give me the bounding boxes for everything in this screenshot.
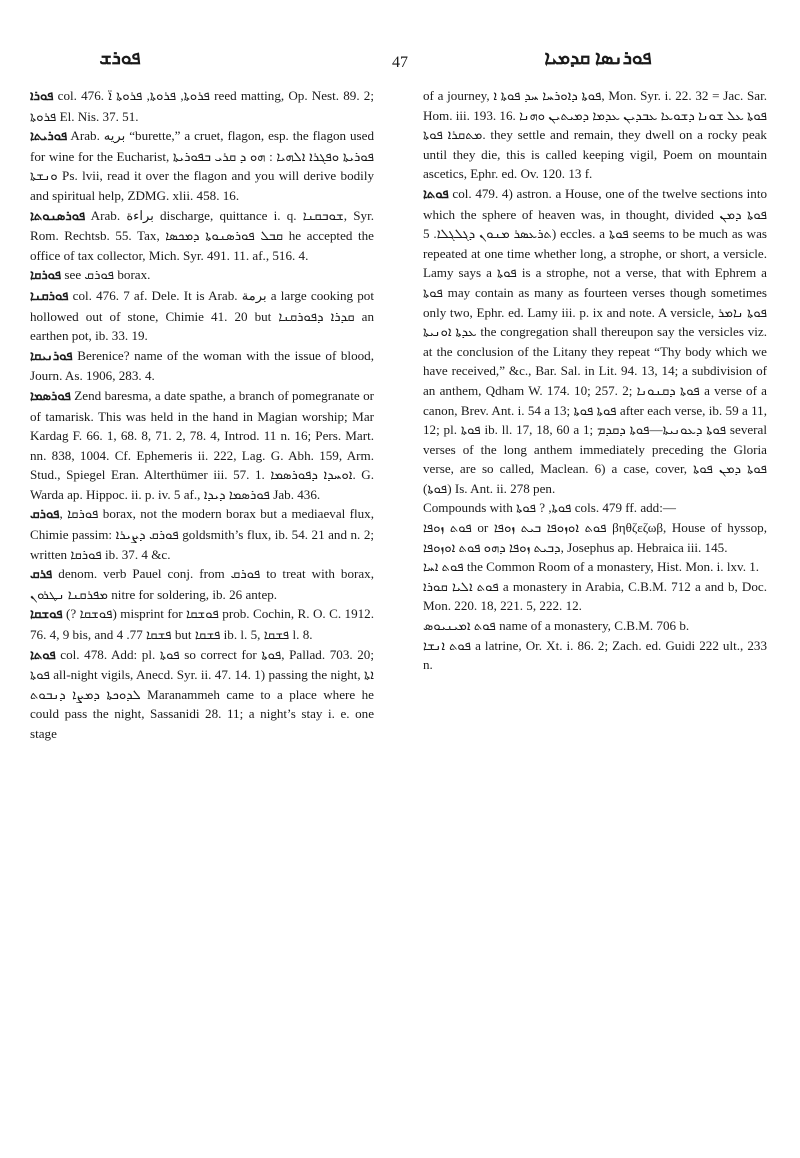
headword: ܦܘܪܩ: [30, 507, 60, 523]
headword: ܦܘܪܣܡܐ: [30, 388, 71, 404]
dictionary-entry: [30, 386, 374, 505]
entry-text: ܦܘܬ ܐܢܫܐ a latrine, Or. Xt. i. 86. 2; Zach. ed. Guidi 222 ult., 233 n.: [423, 637, 767, 673]
entry-text: Berenice? name of the woman with the issue of blood, Journ. As. 1906, 283. 4.: [30, 347, 374, 384]
dictionary-entry: [30, 206, 374, 266]
dictionary-entry: [30, 265, 374, 286]
headword: ܦܘܫܩܐ: [30, 607, 63, 623]
entry-text: col. 476. 7 af. Dele. It is Arab. ‮ﺑﺮﻣﺔ‬ a large cooking pot hollowed out of stone, Chimie 41. 20 but ܩܕܪܐ ܕܦܘܪܩܢܐ an earthen pot, ib. 33. 19.: [30, 287, 374, 344]
dictionary-entry: [30, 286, 374, 346]
entry-text: col. 476. ܦܪܘܬܐ, ܦܪܘܬܐ, ܦܪܘܬܐ ܐ̈ reed matting, Op. Nest. 89. 2; ܦܪܘܬܐ El. Nis. 37. 51.: [30, 88, 374, 124]
headword: ܦܘܪܩܢܐ: [30, 288, 69, 304]
headword: ܦܘܬܐ: [30, 647, 56, 663]
dictionary-entry: [30, 126, 374, 205]
dictionary-entry: [423, 86, 767, 184]
entry-text: Zend baresma, a date spathe, a branch of pomegranate or of tamarisk. This was held in the hand in Magian worship; Mar Kardag F. 66. 1, 68. 8, 71. 2, 78. 4, Introd. 11 n. 16; Pers. Mart. nn. 838, 1004. Cf. Ephemeris ii. 222, Lag. G. Abh. 159, Arm. Stud., Spiegel Eran. Alterthümer iii. 57. 1. ܐܘܚܕܐ ܕܦܘܪܣܡܐ. G. Warda ap. Hippoc. ii. p. iv. 5 af., ܦܘܪܣܡܐ ܕܝܕܐ Jab. 436.: [30, 387, 375, 502]
left-running-head: ܦܘܪܫ: [99, 48, 141, 69]
dictionary-entry: [423, 616, 767, 636]
dictionary-entry: [423, 498, 767, 518]
entry-text: ܦܘܬ ܐܡܝܢܝܘܣ name of a monastery, C.B.M. 706 b.: [423, 618, 690, 634]
headword: ܦܘܪܝܬܐ: [30, 129, 68, 145]
entry-text: see ܦܘܪܩ borax.: [61, 267, 151, 283]
headword: ܦܘܪܢܝܩܐ: [30, 348, 73, 364]
headword: ܦܘܪܣܢܘܬܐ: [30, 208, 86, 224]
running-header: [28, 40, 772, 80]
dictionary-entry: [30, 346, 374, 386]
dictionary-entry: [423, 577, 767, 616]
entry-text: ܦܘܬ ܙܘܦܐ or ܦܘܬ ܐܘܙܘܦܐ ܒܝܬ ܙܘܦܐ βηθζεζωβ, House of hyssop, ܕܒܝܬ ܙܘܦܐ ܕܗܘ ܦܘܬ ܐܘܙܘܦܐ, Josephus ap. Hebraica iii. 145.: [423, 520, 767, 555]
entry-text: (? ܦܘܫܩܐ) misprint for ܦܘܫܩܐ prob. Cochin, R. O. C. 1912. 76. 4, 9 bis, and ܦܫܩܐ 77. 4 but ܦܫܩܐ ib. l. 5, ܦܫܩܐ l. 8.: [30, 606, 374, 643]
entry-text: ܦܘܬ ܐܠܝܐ ܩܘܪܐ a monastery in Arabia, C.B.M. 712 a and b, Doc. Mon. 220. 18, 221. 5, 222. 12.: [423, 578, 767, 614]
headword: ܦܘܪܐ: [30, 89, 54, 104]
dictionary-entry: [30, 86, 374, 126]
dictionary-entry: [423, 184, 767, 499]
entry-text: col. 479. 4) astron. a House, one of the twelve sections into which the sphere of heaven was, in thought, divided ܦܘܬܐ ܕܡܢ ܬܪܥܣܪ ܡܢܘܢ ܕܓܠܓܠܐ. 5) eccles. a ܦܘܬܐ seems to be much as was repeated at one time whether long, a strophe, or short, a versicle. Lamy says a ܦܘܬܐ is a strophe, not a verse, that with Ephrem a ܦܘܬܐ may contain as many as fourteen verses though sometimes only two, Ephr. ed. Lamy iii. p. ix and note. A versicle, ܦܘܬܐ ܢܐܡܪ ܥܕܬܐ ܐܘܢܝܬܐ the congregation shall thereupon say the versicles viz. at the conclusion of the Litany they repeat “Thy body which we have received,” &c., Bar. Sal. in Lit. 94. 13, 14; a subdivision of an anthem, Qdham W. 174. 10; 257. 2; ܦܘܬܐ ܕܩܢܘܢܐ a verse of a canon, Brev. Ant. i. 54 a 13; ܦܘܬܐ ܦܘܬܐ after each verse, ib. 59 a 11, 12; pl. ܦܘܬܐ ib. ll. 17, 18, 60 a 1; ܦܘܬܐ ܕܥܘܢܝܬܐ—ܦܘܬܐ ܕܩܕܡ several verses of the long anthem immediately preceding the Gloria verse, are so called, Maclean. 6) a case, cover, ܦܘܬܐ ܕܡܢ ܦܘܬܐ (ܦܘܬܐ) Is. Ant. ii. 278 pen.: [423, 185, 768, 496]
entry-text: Arab. ‮ﺑﺮاﺀﺓ‬ discharge, quittance i. q. ܫܘܒܩܢܐ, Syr. Rom. Rechtsb. 55. Tax, ܩܒܠ ܦܘܪܣܢܘܬܐ ܕܡܟܣܐ he accepted the office of tax collector, Mich. Syr. 491. 11. af., 516. 4.: [30, 207, 374, 263]
page-number: 47: [392, 54, 408, 71]
right-running-head: ܦܘܪܢܣܐ ܩܕܡܝܐ: [544, 48, 652, 69]
headword: ܦܪܩ: [30, 567, 53, 583]
entry-text: Compounds with ܦܘܬܐ, ? ܦܘܬܐ cols. 479 ff. add:—: [423, 500, 676, 516]
dictionary-entry: [423, 636, 767, 675]
headword: ܦܘܪܩܐ: [30, 268, 62, 284]
entry-text: col. 478. Add: pl. ܦܘܬܐ so correct for ܦܘܬܐ, Pallad. 703. 20; ܦܘܬܐ all-night vigils, Anecd. Syr. ii. 47. 14. 1) passing the night, ܐܬܐ ܠܕܘܟܬܐ ܕܡܨܐ ܕܢܒܘܬ Maranammeh came to a place where he could pass the night, Sassanidi 28. 11; a night’s stay i. e. one stage: [30, 646, 374, 741]
dictionary-entry: [423, 518, 767, 557]
dictionary-entry: [30, 504, 374, 564]
entry-text: denom. verb Pauel conj. from ܦܘܪܩ to treat with borax, ܡܦܪܩܢܐ ܢܛܪܘܢ nitre for soldering, ib. 26 antep.: [30, 566, 374, 602]
right-column: [423, 86, 767, 675]
headword: ܦܘܬܐ: [423, 186, 449, 202]
dictionary-entry: [30, 645, 374, 744]
left-column: [30, 86, 374, 744]
dictionary-entry: [30, 564, 374, 604]
entry-text: , ܦܘܪܩܐ borax, not the modern borax but a mediaeval flux, Chimie passim: ܦܘܪܩ ܕܨܝܪܐ goldsmith’s flux, ib. 54. 21 and n. 2; written ܦܘܪܩܐ ib. 37. 4 &c.: [30, 506, 375, 562]
entry-text: Arab. ‮ﺑﺮﻳﻪ‬ “burette,” a cruet, flagon, esp. the flagon used for wine for the Eucharist, ܦܘܪܝܬܐ ܘܦܓܪܐ ܐܠܗܝܐ : ܗܘ ܕ ܩܪܝ ܒܦܘܪܝܬܐ ܘܢܫܬܐ Ps. lvii, read it over the flagon and you will derive bodily and spiritual help, ZDMG. xlii. 458. 16.: [30, 128, 375, 203]
entry-text: of a journey, ܦܘܬܐ ܕܐܘܪܚܐ ܚܕ ܦܘܬܐ ܐ, Mon. Syr. i. 22. 32 = Jac. Sar. Hom. iii. 193. 16. ܦܘܬܐ ܥܠ ܫܘܢܐ ܕܫܘܥܐ ܥܒܕܝܢ ܥܕܡܐ ܕܡܝܬܝܢ ܘܗܢܐ ܡܬܩܪܐ ܦܘܬܐ. they settle and remain, they dwell on a rocky peak until they die, this is called keeping vigil, Poem on mountain ascetics, Ephr. ed. Ov. 120. 13 f.: [423, 88, 767, 182]
entry-text: ܦܘܬ ܐܚܐ the Common Room of a monastery, Hist. Mon. i. lxv. 1.: [423, 559, 760, 575]
dictionary-entry: [30, 604, 374, 644]
dictionary-entry: [423, 557, 767, 577]
